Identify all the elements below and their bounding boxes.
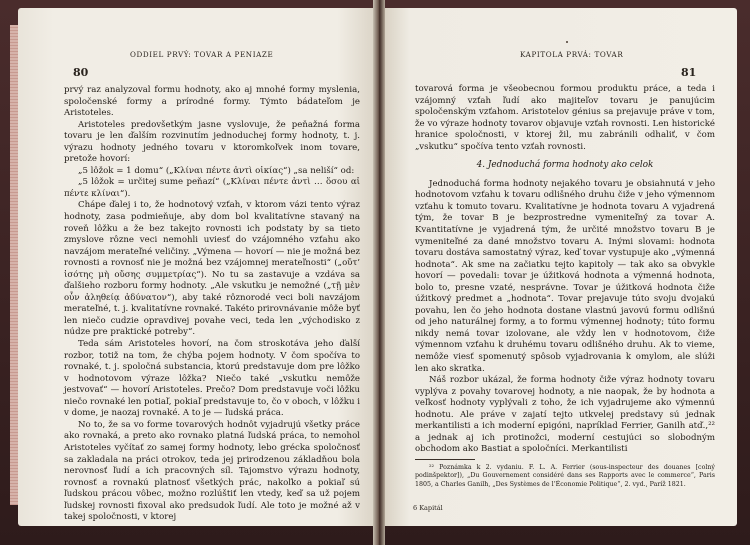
page-number-right: 81 [681,66,697,79]
paragraph: Aristoteles predovšetkým jasne vyslovuje, že peňažná forma tovaru je len ďalším rozvinutím jednoduchej formy hodnoty, t. j. výrazu hodnoty jedného tovaru v ktoromkoľvek inom tovare, pretože hovorí: [64,119,360,165]
right-page-body [415,84,715,489]
running-header-left: ODDIEL PRVÝ: TOVAR A PENIAZE [130,50,274,59]
footnote-divider [415,459,475,460]
left-page [18,8,373,526]
paragraph: Náš rozbor ukázal, že forma hodnoty čiže výraz hodnoty tovaru vyplýva z povahy tovarovej hodnoty, a nie naopak, že by hodnota a veľkosť hodnoty vyplývali z toho, že ich vyjadrujeme ako výmennú hodnotu. Ale práve v zajatí tejto utkvelej predstavy sú jednak merkantilisti a ich moderní epigóni, napríklad Ferrier, Ganilh atď.,²² a jednak aj ich protinožci, moderní cestujúci so slobodným obchodom ako Bastiat a spoločníci. Merkantilisti [415,375,715,455]
right-page [385,8,737,526]
signature-mark: 6 Kapitál [413,504,443,512]
paragraph: tovarová forma je všeobecnou formou produktu práce, a teda i vzájomný vzťah ľudí ako majiteľov tovaru je panujúcim spoločenským vzťahom. Aristotelov génius sa prejavuje práve v tom, že vo výraze hodnoty tovarov objavuje vzťah rovnosti. Len historické hranice spoločnosti, v ktorej žil, mu zabránili odhaliť, v čom „vskutku“ spočíva tento vzťah rovnosti. [415,84,715,152]
book-spine [373,0,385,545]
formula-line: „5 lôžok = 1 domu“ („Κλίναι πέντε ἀντὶ οἰκίας“) „sa neliší“ od: [78,165,355,176]
page-number-left: 80 [73,66,89,79]
section-heading: 4. Jednoduchá forma hodnoty ako celok [476,160,654,171]
left-page-body [64,85,360,524]
formula-line: „5 lôžok = určitej sume peňazí“ („Κλίναι πέντε ἀντὶ … ὅσου αἱ πέντε κλίναι“). [64,177,360,199]
paragraph: Teda sám Aristoteles hovorí, na čom stroskotáva jeho ďalší rozbor, totiž na tom, že chýba pojem hodnoty. V čom spočíva to rovnaké, t. j. spoločná substancia, ktorú predstavuje dom pre lôžko v hodnotovom výraze lôžka? Niečo také „vskutku nemôže jestvovať“ — hovorí Aristoteles. Prečo? Dom predstavuje voči lôžku niečo rovnaké len potiaľ, pokiaľ predstavuje to, čo v oboch, v lôžku i v dome, je naozaj rovnaké. A to je — ľudská práca. [64,339,360,419]
paragraph: Chápe ďalej i to, že hodnotový vzťah, v ktorom vázi tento výraz hodnoty, zasa podmieňuje, aby dom bol kvalitatívne stavaný na roveň lôžku a že bez takejto rovnosti ich podstaty by sa tieto zmyslove rôzne veci nemohli uviesť do vzájomného vzťahu ako navzájom merateľné veličiny. „Výmena — hovorí — nie je možná bez rovnosti a rovnosť nie je možná bez vzájomnej merateľnosti“ („οὔτ’ ἰσότης μὴ οὔσης συμμετρίας“). No tu sa zastavuje a vzdáva sa ďalšieho rozboru formy hodnoty. „Ale vskutku je nemožné („τῇ μὲν οὖν ἀληθείᾳ ἀδύνατον“), aby také rôznorodé veci boli navzájom merateľné, t. j. kvalitatívne rovnaké. Takéto prirovnávanie môže byť len niečo cudzie opravdivej povahe veci, teda len „východisko z núdze pre praktické potreby“. [64,200,360,338]
paragraph: Jednoduchá forma hodnoty nejakého tovaru je obsiahnutá v jeho hodnotovom vzťahu k tovaru odlišného druhu čiže v jeho výmennom vzťahu k tomuto tovaru. Kvalitatívne je hodnota tovaru A vyjadrená tým, že tovar B je bezprostredne vymeniteľný za tovar A. Kvantitatívne je vyjadrená tým, že určité množstvo tovaru B je vymeniteľné za dané množstvo tovaru A. Inými slovami: hodnota tovaru dostáva samostatný výraz, keď tovar vystupuje ako „výmenná hodnota“. Ak sme na začiatku tejto kapitoly — tak ako sa obvykle hovorí — povedali: tovar je úžitková hodnota a výmenná hodnota, bolo to, presne vzaté, nesprávne. Tovar je úžitková hodnota čiže úžitkový predmet a „hodnota“. Tovar prejavuje túto svoju dvojakú povahu, len čo jeho hodnota dostane vlastnú javovú formu odlišnú od jeho naturálnej formy, a to formu výmennej hodnoty; túto formu nikdy nemá tovar izolovane, ale vždy len v hodnotovom, čiže výmennom vzťahu k druhému tovaru odlišného druhu. Ak to vieme, nemôže viesť spomenutý spôsob vyjadrovania k omylom, ale slúži len ako skratka. [415,178,715,374]
print-mark [566,41,568,43]
paragraph: prvý raz analyzoval formu hodnoty, ako aj mnohé formy myslenia, spoločenské formy a prírodné formy. Týmto bádateľom je Aristoteles. [64,85,360,119]
running-header-right: KAPITOLA PRVÁ: TOVAR [520,50,624,59]
paragraph: No to, že sa vo forme tovarových hodnôt vyjadrujú všetky práce ako rovnaká, a preto ako rovnako platná ľudská práca, to nemohol Aristoteles vyčítať zo samej formy hodnoty, lebo grécka spoločnosť sa zakladala na práci otrokov, teda jej prirodzenou základňou bola nerovnosť ľudí a ich pracovných síl. Tajomstvo výrazu hodnoty, rovnosť a rovnakú platnosť všetkých prác, nakoľko a pokiaľ sú ľudskou prácou vôbec, možno rozlúštiť len vtedy, keď sa už pojem ľudskej rovnosti fixoval ako predsudok ľudí. Ale toto je možné až v takej spoločnosti, v ktorej [64,419,360,523]
page-edge-strip [10,25,18,505]
footnote: ²² Poznámka k 2. vydaniu. F. L. A. Ferrier (sous-inspecteur des douanes [colný podinšpektor]), „Du Gouvernement considéré dans ses Rapports avec le commerce“, Paris 1805, a Charles Ganilh, „Des Systèmes de l’Économie Politique“, 2. vyd., Paríž 1821. [415,463,715,488]
